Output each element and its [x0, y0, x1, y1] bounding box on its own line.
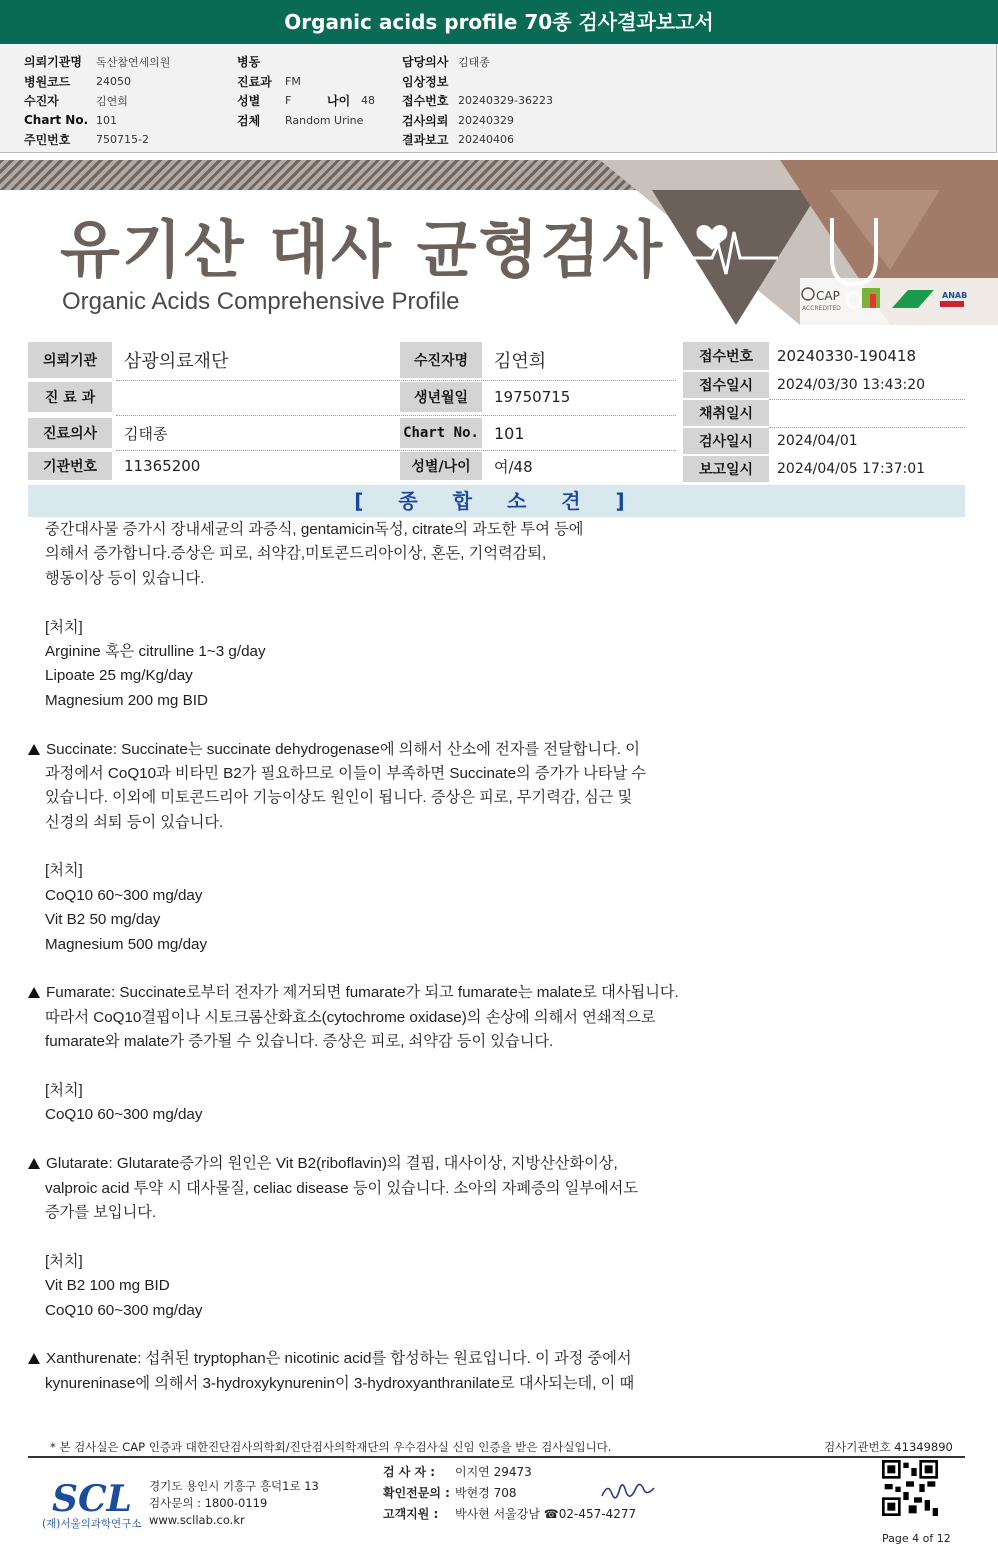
lab-registration-number: 검사기관번호 41349890: [824, 1440, 953, 1454]
summary-content: [28, 518, 958, 1396]
recdate-label: 접수일시: [683, 372, 769, 398]
info-value: 김태종: [458, 55, 490, 69]
blank-line: [28, 835, 958, 859]
info-value: 20240406: [458, 133, 514, 147]
summary-line: [28, 1274, 958, 1298]
staff-label: 고객지원 :: [383, 1507, 439, 1521]
summary-line-text: 행동이상 등이 있습니다.: [45, 569, 205, 587]
footer-divider: [28, 1456, 965, 1458]
dept-value: [116, 382, 396, 412]
info-label: 진료과: [237, 74, 272, 89]
info-column-2: [237, 52, 375, 130]
website-line: www.scllab.co.kr: [149, 1513, 245, 1527]
summary-line: [28, 786, 958, 810]
info-value-age: 48: [361, 94, 375, 108]
info-label: 주민번호: [24, 133, 71, 148]
blank-line: [28, 1055, 958, 1079]
summary-line-text: 신경의 쇠퇴 등이 있습니다.: [45, 813, 224, 831]
info-label-age: 나이: [327, 94, 351, 109]
address-line: 경기도 용인시 기흥구 흥덕1로 13: [149, 1479, 319, 1493]
info-column-3: [402, 52, 553, 150]
lab-address: [149, 1478, 319, 1529]
page-number: Page 4 of 12: [882, 1532, 951, 1545]
recno-label: 접수번호: [683, 342, 769, 370]
signature-icon: [598, 1478, 658, 1504]
sexage-value: 여/48: [486, 452, 676, 480]
sexage-label: 성별/나이: [400, 452, 482, 480]
blank-line: [28, 1128, 958, 1152]
info-row: [237, 72, 375, 92]
inquiry-line: 검사문의 : 1800-0119: [149, 1496, 268, 1510]
info-row: [24, 91, 170, 111]
summary-line-text: 있습니다. 이외에 미토콘드리아 기능이상도 원인이 됩니다. 증상은 피로, 무기력감, 심근 및: [45, 789, 633, 807]
info-row: [237, 52, 375, 72]
lab-organization-name: (재)서울의과학연구소: [42, 1518, 142, 1530]
chart-label: Chart No.: [400, 418, 482, 448]
info-row: [402, 111, 553, 131]
table-divider: [116, 380, 676, 381]
summary-line-text: fumarate와 malate가 증가될 수 있습니다. 증상은 피로, 쇠약감 등이 있습니다.: [45, 1033, 554, 1051]
summary-line: [28, 1372, 958, 1396]
colldate-label: 채취일시: [683, 400, 769, 426]
summary-line-text: 중간대사물 증가시 장내세균의 과증식, gentamicin독성, citrate의 과도한 투여 등에: [45, 521, 584, 538]
summary-line: [28, 1177, 958, 1201]
info-label: Chart No.: [24, 113, 89, 128]
colldate-value: [769, 400, 965, 426]
org-value: 삼광의료재단: [116, 342, 396, 378]
summary-line: [28, 1103, 958, 1127]
name-value: 김연희: [486, 342, 676, 378]
summary-line: [28, 542, 958, 566]
triangle-bullet-icon: [28, 1158, 40, 1169]
dept-label: 진 료 과: [28, 382, 112, 412]
inst-label: 기관번호: [28, 452, 112, 480]
blank-line: [28, 591, 958, 615]
blank-line: [28, 713, 958, 737]
summary-line: [28, 811, 958, 835]
summary-line: [28, 1299, 958, 1323]
summary-line-text: CoQ10 60~300 mg/day: [45, 1301, 203, 1319]
summary-line-text: 과정에서 CoQ10과 비타민 B2가 필요하므로 이들이 부족하면 Succinate의 증가가 나타날 수: [45, 764, 647, 782]
accreditation-note: * 본 검사실은 CAP 인증과 대한진단검사의학회/진단검사의학재단의 우수검사실 신임 인증을 받은 검사실입니다.: [50, 1440, 612, 1454]
summary-line: [28, 933, 958, 957]
table-divider: [769, 399, 965, 400]
summary-line: [28, 762, 958, 786]
summary-line-text: kynureninase에 의해서 3-hydroxykynurenin이 3-hydroxyanthranilate로 대사되는데, 이 때: [45, 1374, 635, 1392]
birth-label: 생년월일: [400, 382, 482, 412]
info-row: [402, 91, 553, 111]
info-label: 병동: [237, 55, 261, 70]
top-banner: [0, 0, 998, 44]
summary-line: [28, 1030, 958, 1054]
summary-line-text: Lipoate 25 mg/Kg/day: [45, 667, 193, 685]
summary-line: [28, 1006, 958, 1030]
testdate-label: 검사일시: [683, 428, 769, 454]
triangle-bullet-icon: [28, 1353, 40, 1364]
request-info-panel: [0, 44, 997, 153]
accreditation-logos: [800, 284, 968, 312]
info-column-1: [24, 52, 170, 150]
summary-line: [28, 1152, 958, 1176]
info-row: [402, 72, 553, 92]
triangle-bullet-icon: [28, 987, 40, 998]
doctor-value: 김태종: [116, 418, 396, 448]
triangle-bullet-icon: [28, 744, 40, 755]
summary-line-text: Magnesium 200 mg BID: [45, 691, 208, 709]
blank-line: [28, 1225, 958, 1249]
staff-label: 검 사 자 :: [383, 1465, 436, 1479]
info-label: 임상정보: [402, 74, 449, 89]
staff-value: 박사현 서울강남 ☎02-457-4277: [455, 1507, 637, 1521]
summary-line: [28, 859, 958, 883]
summary-line: [28, 567, 958, 591]
info-label: 성별: [237, 94, 261, 109]
recno-value: 20240330-190418: [769, 342, 965, 370]
info-label: 담당의사: [402, 55, 449, 70]
summary-line-text: 의해서 증가합니다.증상은 피로, 쇠약감,미토콘드리아이상, 혼돈, 기억력감퇴,: [45, 545, 547, 563]
table-divider: [116, 415, 676, 416]
info-value: FM: [285, 74, 301, 88]
summary-heading: [ 종 합 소 견 ]: [28, 485, 965, 517]
reportdate-value: 2024/04/05 17:37:01: [769, 456, 965, 482]
cap-accredited-text: ACCREDITED: [802, 305, 841, 312]
info-label: 결과보고: [402, 133, 449, 148]
summary-line: [28, 689, 958, 713]
summary-line-text: valproic acid 투약 시 대사물질, celiac disease 등이 있습니다. 소아의 자폐증의 일부에서도: [45, 1179, 639, 1197]
summary-line-text: CoQ10 60~300 mg/day: [45, 1106, 203, 1124]
summary-line-text: [처치]: [45, 1081, 83, 1099]
report-title-english: Organic Acids Comprehensive Profile: [62, 288, 460, 315]
info-row: [402, 130, 553, 150]
staff-row: [383, 1504, 636, 1525]
staff-value: 박현경 708: [455, 1486, 517, 1500]
info-label: 검사의뢰: [402, 113, 449, 128]
report-banner-title: Organic acids profile 70종 검사결과보고서: [284, 10, 714, 34]
summary-line-text: 증가를 보입니다.: [45, 1203, 157, 1221]
summary-line-text: Vit B2 50 mg/day: [45, 911, 161, 929]
summary-line: [28, 884, 958, 908]
info-row: [237, 91, 375, 111]
summary-line-text: Glutarate: Glutarate증가의 원인은 Vit B2(riboflavin)의 결핍, 대사이상, 지방산산화이상,: [46, 1155, 618, 1173]
summary-line: [28, 981, 958, 1005]
summary-line: [28, 640, 958, 664]
org-label: 의뢰기관: [28, 342, 112, 378]
summary-line-text: Xanthurenate: 섭취된 tryptophan은 nicotinic acid를 합성하는 원료입니다. 이 과정 중에서: [46, 1350, 632, 1368]
report-title-korean: 유기산 대사 균형검사: [60, 213, 665, 286]
recdate-value: 2024/03/30 13:43:20: [769, 372, 965, 398]
info-value: 101: [96, 113, 117, 127]
summary-line: [28, 738, 958, 762]
summary-line-text: Fumarate: Succinate로부터 전자가 제거되면 fumarate가 되고 fumarate는 malate로 대사됩니다.: [46, 984, 679, 1002]
summary-line-text: Arginine 혹은 citrulline 1~3 g/day: [45, 642, 266, 660]
info-value: 24050: [96, 74, 131, 88]
reportdate-label: 보고일시: [683, 456, 769, 482]
scl-logo: SCL: [52, 1478, 132, 1520]
chart-value: 101: [486, 418, 676, 448]
doctor-label: 진료의사: [28, 418, 112, 448]
info-value: F: [285, 94, 292, 108]
summary-line-text: Succinate: Succinate는 succinate dehydrogenase에 의해서 산소에 전자를 전달합니다. 이: [46, 740, 640, 758]
staff-label: 확인전문의 :: [383, 1486, 450, 1500]
anab-logo-text: ANAB: [942, 291, 968, 300]
summary-line: [28, 664, 958, 688]
info-row: [24, 130, 170, 150]
info-row: [24, 52, 170, 72]
testdate-value: 2024/04/01: [769, 428, 965, 454]
table-divider: [116, 450, 676, 451]
info-label: 수진자: [24, 94, 59, 109]
summary-line-text: Vit B2 100 mg BID: [45, 1277, 170, 1295]
name-label: 수진자명: [400, 342, 482, 378]
info-label: 의뢰기관명: [24, 55, 82, 70]
blank-line: [28, 957, 958, 981]
info-value: 독산참연세의원: [96, 55, 171, 69]
info-value: 20240329-36223: [458, 94, 553, 108]
staff-value: 이지연 29473: [455, 1465, 532, 1479]
summary-line: [28, 616, 958, 640]
summary-line-text: 따라서 CoQ10결핍이나 시토크롬산화효소(cytochrome oxidase)의 손상에 의해서 연쇄적으로: [45, 1008, 656, 1026]
info-value: 20240329: [458, 113, 514, 127]
green-logo-icon: [892, 290, 934, 308]
info-value: 750715-2: [96, 133, 149, 147]
table-divider: [769, 427, 965, 428]
info-value: 김연희: [96, 94, 128, 108]
summary-line-text: [처치]: [45, 1252, 83, 1270]
summary-line: [28, 1201, 958, 1225]
info-row: [24, 72, 170, 92]
summary-line-text: [처치]: [45, 618, 83, 636]
summary-line: [28, 1347, 958, 1371]
info-row: [237, 111, 375, 131]
summary-line: [28, 908, 958, 932]
info-row: [402, 52, 553, 72]
summary-line: [28, 1250, 958, 1274]
info-label: 검체: [237, 113, 261, 128]
summary-line-text: [처치]: [45, 862, 83, 880]
info-value: Random Urine: [285, 113, 364, 127]
inst-value: 11365200: [116, 452, 396, 480]
summary-line: [28, 518, 958, 542]
qr-code-icon: [882, 1460, 938, 1516]
blank-line: [28, 1323, 958, 1347]
info-label: 병원코드: [24, 74, 71, 89]
info-label: 접수번호: [402, 94, 449, 109]
summary-line: [28, 1079, 958, 1103]
birth-value: 19750715: [486, 382, 676, 412]
cap-globe-icon: [802, 288, 814, 300]
info-row: [24, 111, 170, 131]
summary-line-text: Magnesium 500 mg/day: [45, 935, 208, 953]
cap-logo-text: CAP: [816, 289, 840, 303]
summary-line-text: CoQ10 60~300 mg/day: [45, 886, 203, 904]
